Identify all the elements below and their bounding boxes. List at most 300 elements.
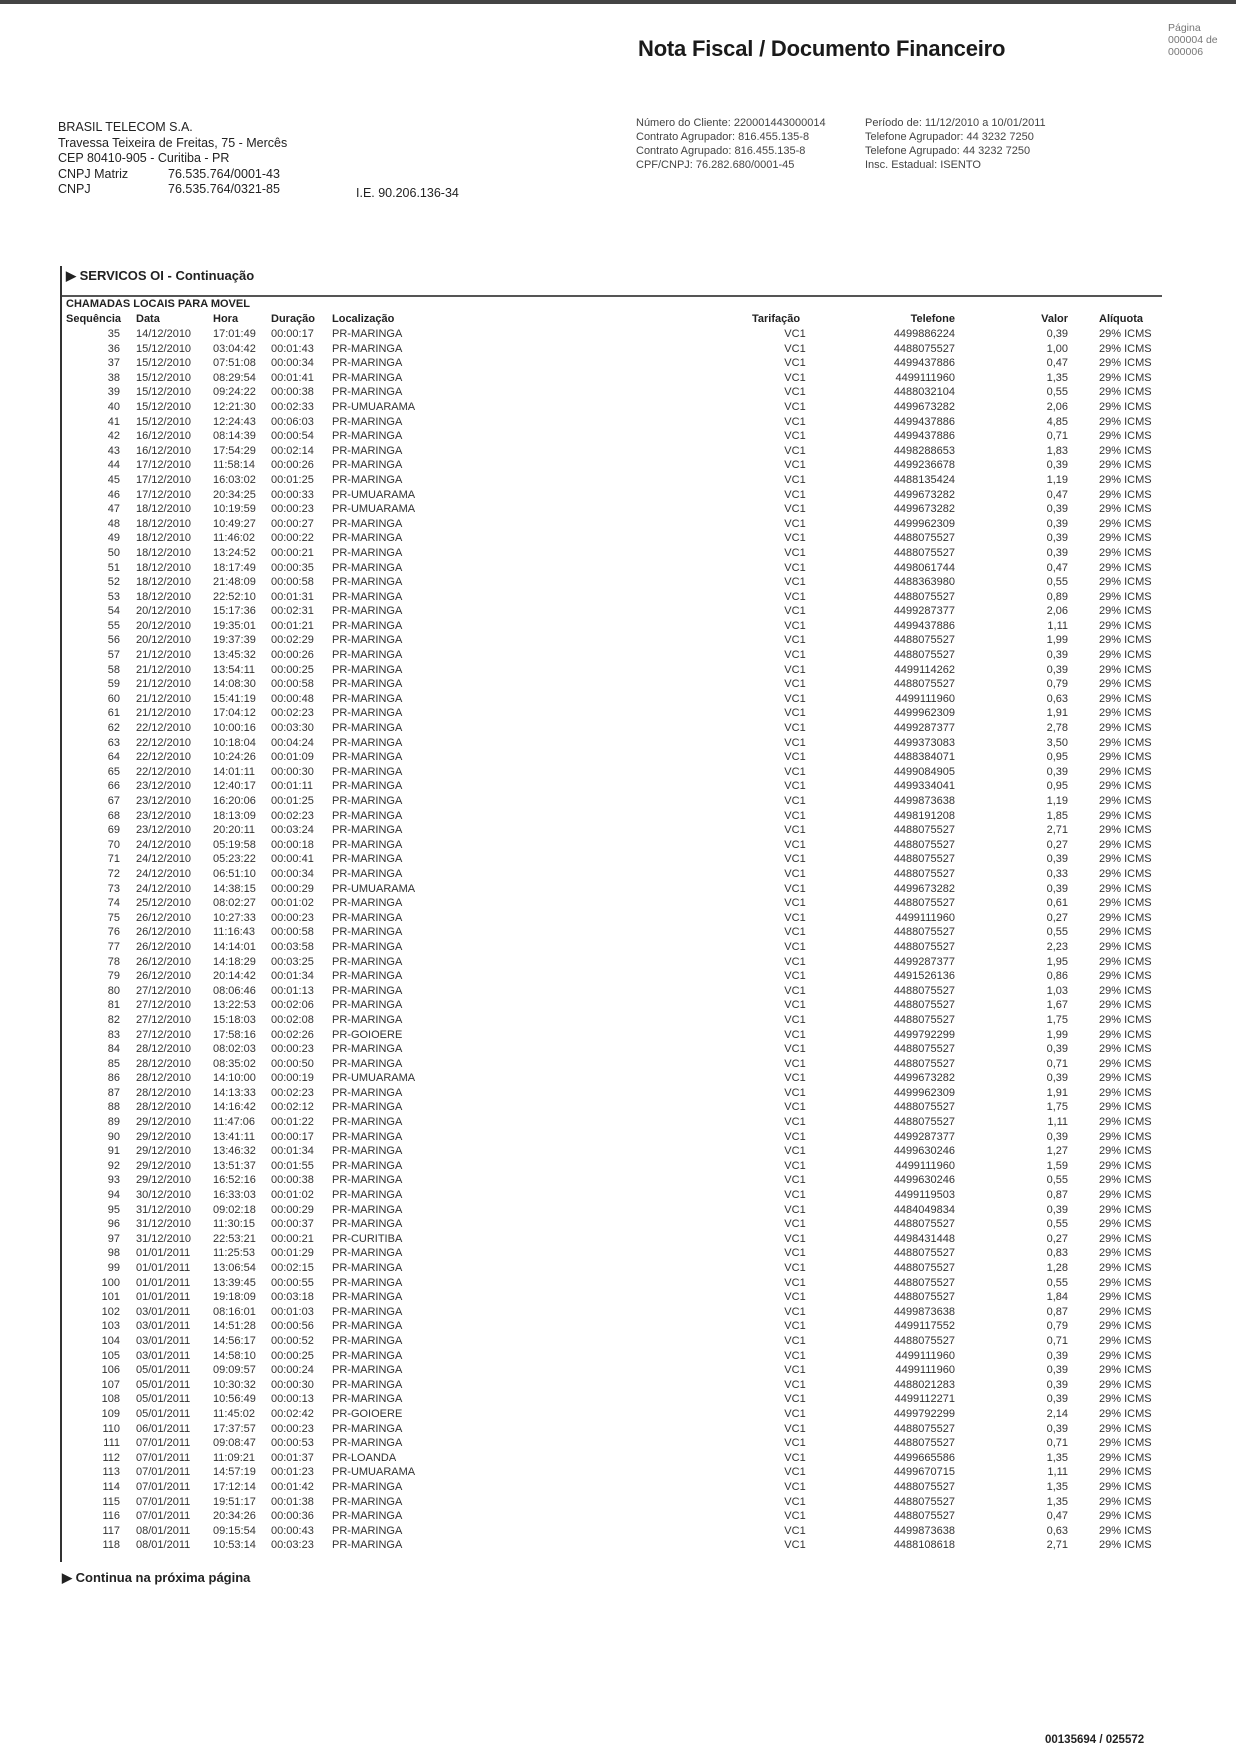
cell-hora: 19:51:17 [213, 1495, 256, 1508]
col-hora: Hora [213, 313, 239, 325]
cell-valor: 4,85 [1046, 415, 1068, 428]
cell-aliquota: 29% ICMS [1099, 1407, 1152, 1420]
cell-valor: 0,27 [1046, 911, 1068, 924]
col-sequencia: Sequência [66, 313, 122, 325]
cell-valor: 0,39 [1046, 1072, 1068, 1085]
cell-valor: 0,95 [1046, 780, 1068, 793]
cell-valor: 0,63 [1046, 692, 1068, 705]
cpf-cnpj: CPF/CNPJ: 76.282.680/0001-45 [636, 159, 795, 171]
cell-hora: 11:46:02 [213, 532, 256, 545]
cell-sequencia: 76 [107, 926, 120, 939]
table-row [0, 1204, 1236, 1219]
cell-telefone: 4488075527 [893, 532, 955, 545]
cell-telefone: 4499437886 [893, 415, 955, 428]
cell-valor: 0,47 [1046, 488, 1068, 501]
cell-duracao: 00:00:53 [271, 1437, 314, 1450]
company-street: Travessa Teixeira de Freitas, 75 - Mercês [58, 135, 288, 150]
cell-telefone: 4488075527 [893, 1480, 955, 1493]
cell-data: 18/12/2010 [136, 503, 192, 516]
cell-aliquota: 29% ICMS [1099, 1291, 1152, 1304]
cell-valor: 0,71 [1046, 1057, 1068, 1070]
cell-telefone: 4499111960 [895, 1159, 955, 1172]
cell-telefone: 4499373083 [893, 736, 955, 749]
cell-hora: 10:18:04 [213, 736, 256, 749]
table-row [0, 1306, 1236, 1321]
cell-localizacao: PR-UMUARAMA [332, 1072, 416, 1085]
cell-tarifacao: VC1 [784, 1539, 806, 1552]
cell-localizacao: PR-MARINGA [332, 605, 403, 618]
cell-tarifacao: VC1 [784, 1203, 806, 1216]
cell-hora: 10:56:49 [213, 1393, 256, 1406]
cell-sequencia: 115 [102, 1495, 120, 1508]
cell-duracao: 00:00:34 [271, 357, 314, 370]
cell-data: 18/12/2010 [136, 546, 192, 559]
cell-data: 07/01/2011 [136, 1495, 191, 1508]
cell-tarifacao: VC1 [784, 415, 806, 428]
cell-valor: 0,39 [1046, 459, 1068, 472]
cell-sequencia: 96 [107, 1218, 120, 1231]
cell-localizacao: PR-MARINGA [332, 1334, 403, 1347]
cell-aliquota: 29% ICMS [1099, 1174, 1152, 1187]
cell-hora: 17:04:12 [213, 707, 256, 720]
table-row [0, 926, 1236, 941]
cell-data: 22/12/2010 [136, 722, 192, 735]
cell-data: 18/12/2010 [136, 517, 192, 530]
cell-sequencia: 101 [101, 1291, 120, 1304]
cell-localizacao: PR-MARINGA [332, 1203, 403, 1216]
cell-hora: 11:09:21 [213, 1451, 256, 1464]
cell-sequencia: 86 [107, 1072, 120, 1085]
table-row [0, 474, 1236, 489]
cell-localizacao: PR-MARINGA [332, 1393, 403, 1406]
cell-valor: 0,55 [1046, 1174, 1068, 1187]
cell-localizacao: PR-MARINGA [332, 853, 403, 866]
cell-sequencia: 61 [107, 707, 120, 720]
cell-aliquota: 29% ICMS [1099, 1043, 1152, 1056]
cell-valor: 1,59 [1046, 1159, 1068, 1172]
cell-sequencia: 95 [107, 1203, 120, 1216]
cell-data: 29/12/2010 [136, 1145, 192, 1158]
cell-tarifacao: VC1 [784, 678, 806, 691]
table-row [0, 1423, 1236, 1438]
cell-tarifacao: VC1 [784, 1101, 806, 1114]
cell-sequencia: 118 [102, 1539, 120, 1552]
cell-aliquota: 29% ICMS [1099, 1349, 1152, 1362]
cell-valor: 0,39 [1046, 1203, 1068, 1216]
cell-tarifacao: VC1 [784, 400, 806, 413]
cell-aliquota: 29% ICMS [1099, 488, 1152, 501]
cell-telefone: 4499665586 [893, 1451, 955, 1464]
table-row [0, 401, 1236, 416]
cell-duracao: 00:01:41 [271, 371, 314, 384]
cell-aliquota: 29% ICMS [1099, 357, 1152, 370]
cell-valor: 0,95 [1046, 751, 1068, 764]
cell-duracao: 00:00:58 [271, 576, 314, 589]
table-row [0, 722, 1236, 737]
cell-valor: 0,39 [1046, 517, 1068, 530]
table-row [0, 824, 1236, 839]
cell-hora: 11:16:43 [213, 926, 256, 939]
cell-data: 17/12/2010 [136, 459, 192, 472]
table-row [0, 1014, 1236, 1029]
cell-aliquota: 29% ICMS [1099, 1247, 1152, 1260]
cell-aliquota: 29% ICMS [1099, 1451, 1152, 1464]
cell-duracao: 00:01:22 [271, 1116, 314, 1129]
cell-hora: 18:17:49 [213, 561, 256, 574]
cell-duracao: 00:02:15 [271, 1262, 314, 1274]
cell-telefone: 4488075527 [893, 999, 955, 1012]
cell-telefone: 4499437886 [893, 430, 955, 443]
cell-duracao: 00:00:36 [271, 1510, 314, 1523]
cell-duracao: 00:06:03 [271, 415, 314, 428]
table-row [0, 634, 1236, 649]
table-row [0, 532, 1236, 547]
cell-aliquota: 29% ICMS [1099, 400, 1152, 413]
cell-sequencia: 38 [107, 371, 120, 384]
table-row [0, 1335, 1236, 1350]
cell-localizacao: PR-MARINGA [332, 984, 403, 997]
cell-tarifacao: VC1 [784, 503, 806, 516]
cell-tarifacao: VC1 [784, 1086, 806, 1099]
cell-aliquota: 29% ICMS [1099, 1116, 1152, 1129]
cell-telefone: 4499792299 [893, 1407, 955, 1420]
cell-duracao: 00:03:23 [271, 1539, 314, 1552]
cell-localizacao: PR-MARINGA [332, 765, 403, 778]
cell-duracao: 00:00:34 [271, 867, 314, 880]
cell-localizacao: PR-MARINGA [332, 415, 403, 428]
cell-hora: 13:41:11 [213, 1130, 256, 1143]
cell-aliquota: 29% ICMS [1099, 692, 1152, 705]
cell-localizacao: PR-MARINGA [332, 970, 403, 983]
cell-data: 17/12/2010 [136, 473, 192, 486]
table-row [0, 678, 1236, 693]
cell-aliquota: 29% ICMS [1099, 1393, 1152, 1406]
cell-telefone: 4488075527 [893, 1291, 955, 1304]
cell-sequencia: 65 [107, 765, 120, 778]
cell-data: 25/12/2010 [136, 897, 192, 910]
cell-sequencia: 69 [107, 824, 120, 837]
cell-sequencia: 99 [107, 1262, 120, 1274]
table-row [0, 1277, 1236, 1292]
cell-tarifacao: VC1 [784, 1159, 806, 1172]
cell-localizacao: PR-MARINGA [332, 1524, 403, 1537]
cell-hora: 08:14:39 [213, 430, 256, 443]
cell-duracao: 00:00:54 [271, 430, 314, 443]
cell-tarifacao: VC1 [784, 926, 806, 939]
cell-aliquota: 29% ICMS [1099, 1320, 1152, 1333]
cell-aliquota: 29% ICMS [1099, 736, 1152, 749]
cell-localizacao: PR-MARINGA [332, 546, 403, 559]
cell-valor: 3,50 [1046, 736, 1068, 749]
cell-data: 28/12/2010 [136, 1043, 192, 1056]
col-localizacao: Localização [332, 313, 395, 325]
cell-sequencia: 81 [107, 999, 120, 1012]
cell-duracao: 00:01:31 [271, 590, 314, 603]
cell-duracao: 00:00:52 [271, 1334, 314, 1347]
cell-localizacao: PR-MARINGA [332, 444, 403, 457]
cell-hora: 13:54:11 [213, 663, 256, 676]
table-row [0, 1116, 1236, 1131]
cell-sequencia: 75 [107, 911, 120, 924]
cell-sequencia: 60 [107, 692, 120, 705]
cell-duracao: 00:01:02 [271, 897, 314, 910]
cell-hora: 17:54:29 [213, 444, 256, 457]
cell-data: 24/12/2010 [136, 838, 192, 851]
cell-duracao: 00:00:27 [271, 517, 314, 530]
cell-sequencia: 56 [107, 634, 120, 647]
cell-telefone: 4499673282 [893, 1072, 955, 1085]
cell-aliquota: 29% ICMS [1099, 386, 1152, 399]
cell-sequencia: 77 [107, 940, 120, 953]
cell-sequencia: 79 [107, 970, 120, 983]
cell-sequencia: 110 [102, 1422, 120, 1435]
cell-hora: 09:09:57 [213, 1364, 256, 1377]
cell-valor: 0,83 [1046, 1247, 1068, 1260]
cell-localizacao: PR-MARINGA [332, 459, 403, 472]
cell-aliquota: 29% ICMS [1099, 1232, 1152, 1245]
cell-duracao: 00:01:34 [271, 1145, 314, 1158]
page-of: 000004 de [1168, 34, 1218, 46]
cell-aliquota: 29% ICMS [1099, 1437, 1152, 1450]
cell-aliquota: 29% ICMS [1099, 1378, 1152, 1391]
cell-data: 27/12/2010 [136, 999, 192, 1012]
cell-sequencia: 90 [107, 1130, 120, 1143]
cell-tarifacao: VC1 [784, 430, 806, 443]
cell-localizacao: PR-MARINGA [332, 1130, 403, 1143]
cell-tarifacao: VC1 [784, 897, 806, 910]
table-row [0, 445, 1236, 460]
table-row [0, 605, 1236, 620]
cell-data: 30/12/2010 [136, 1189, 192, 1202]
cell-aliquota: 29% ICMS [1099, 473, 1152, 486]
table-row [0, 1539, 1236, 1554]
cell-aliquota: 29% ICMS [1099, 415, 1152, 428]
table-row [0, 343, 1236, 358]
cell-hora: 09:08:47 [213, 1437, 256, 1450]
cell-telefone: 4488075527 [893, 634, 955, 647]
cell-hora: 14:14:01 [213, 940, 256, 953]
cell-duracao: 00:02:29 [271, 634, 314, 647]
cell-sequencia: 39 [107, 386, 120, 399]
cell-data: 24/12/2010 [136, 853, 192, 866]
cell-tarifacao: VC1 [784, 1262, 806, 1274]
cell-telefone: 4499962309 [893, 517, 955, 530]
cell-sequencia: 106 [101, 1364, 120, 1377]
cell-data: 03/01/2011 [136, 1305, 191, 1318]
cell-aliquota: 29% ICMS [1099, 590, 1152, 603]
cell-valor: 2,14 [1046, 1407, 1068, 1420]
cell-sequencia: 35 [107, 328, 120, 340]
cell-hora: 10:53:14 [213, 1539, 256, 1552]
cell-valor: 1,75 [1046, 1101, 1068, 1114]
cell-hora: 13:39:45 [213, 1276, 256, 1289]
scan-top-border [0, 0, 1236, 4]
cell-tarifacao: VC1 [784, 576, 806, 589]
cell-tarifacao: VC1 [784, 707, 806, 720]
cell-duracao: 00:00:21 [271, 546, 314, 559]
cell-duracao: 00:00:58 [271, 926, 314, 939]
cell-tarifacao: VC1 [784, 882, 806, 895]
cell-sequencia: 109 [101, 1407, 120, 1420]
cell-aliquota: 29% ICMS [1099, 984, 1152, 997]
cell-valor: 0,55 [1046, 926, 1068, 939]
cell-valor: 1,35 [1046, 1495, 1068, 1508]
cell-valor: 1,03 [1046, 984, 1068, 997]
cell-telefone: 4488075527 [893, 897, 955, 910]
cell-aliquota: 29% ICMS [1099, 795, 1152, 807]
cell-data: 23/12/2010 [136, 780, 192, 793]
cell-valor: 2,06 [1046, 400, 1068, 413]
cell-data: 07/01/2011 [136, 1451, 191, 1464]
cell-telefone: 4499111960 [895, 1364, 955, 1377]
cell-duracao: 00:02:14 [271, 444, 314, 457]
cell-telefone: 4499287377 [893, 605, 955, 618]
cell-data: 03/01/2011 [136, 1320, 191, 1333]
cell-duracao: 00:00:25 [271, 663, 314, 676]
cell-localizacao: PR-MARINGA [332, 1349, 403, 1362]
cell-sequencia: 68 [107, 809, 120, 822]
cell-localizacao: PR-MARINGA [332, 1262, 403, 1274]
table-row [0, 489, 1236, 504]
cell-aliquota: 29% ICMS [1099, 911, 1152, 924]
cell-sequencia: 50 [107, 546, 120, 559]
cell-hora: 20:14:42 [213, 970, 256, 983]
cell-tarifacao: VC1 [784, 1437, 806, 1450]
cell-telefone: 4499673282 [893, 400, 955, 413]
cell-sequencia: 84 [107, 1043, 120, 1056]
cell-tarifacao: VC1 [784, 1028, 806, 1041]
cell-hora: 20:34:25 [213, 488, 256, 501]
cell-hora: 14:18:29 [213, 955, 256, 968]
cell-sequencia: 113 [102, 1466, 120, 1479]
cell-data: 26/12/2010 [136, 911, 192, 924]
cell-sequencia: 92 [107, 1159, 120, 1172]
cell-localizacao: PR-MARINGA [332, 1145, 403, 1158]
cell-tarifacao: VC1 [784, 692, 806, 705]
cell-sequencia: 49 [107, 532, 120, 545]
cell-duracao: 00:02:26 [271, 1028, 314, 1041]
cell-aliquota: 29% ICMS [1099, 999, 1152, 1012]
cell-telefone: 4491526136 [893, 970, 955, 983]
cell-tarifacao: VC1 [784, 765, 806, 778]
cell-aliquota: 29% ICMS [1099, 1218, 1152, 1231]
table-row [0, 576, 1236, 591]
cell-hora: 19:35:01 [213, 619, 256, 632]
cell-sequencia: 42 [107, 430, 120, 443]
cell-duracao: 00:00:48 [271, 692, 314, 705]
cell-duracao: 00:00:21 [271, 1232, 314, 1245]
cell-tarifacao: VC1 [784, 1320, 806, 1333]
cell-aliquota: 29% ICMS [1099, 649, 1152, 662]
cell-aliquota: 29% ICMS [1099, 634, 1152, 647]
cell-aliquota: 29% ICMS [1099, 970, 1152, 983]
cell-duracao: 00:01:34 [271, 970, 314, 983]
cell-aliquota: 29% ICMS [1099, 780, 1152, 793]
subsection-title: CHAMADAS LOCAIS PARA MOVEL [66, 298, 250, 310]
inscricao-estadual: I.E. 90.206.136-34 [356, 186, 459, 200]
cell-tarifacao: VC1 [784, 1232, 806, 1245]
cell-data: 15/12/2010 [136, 371, 192, 384]
cell-duracao: 00:00:23 [271, 1422, 314, 1435]
cell-valor: 0,79 [1046, 1320, 1068, 1333]
cell-valor: 0,89 [1046, 590, 1068, 603]
cell-data: 08/01/2011 [136, 1524, 191, 1537]
cell-hora: 14:56:17 [213, 1334, 256, 1347]
cell-tarifacao: VC1 [784, 386, 806, 399]
cell-tarifacao: VC1 [784, 473, 806, 486]
cell-valor: 1,91 [1046, 707, 1068, 720]
cell-duracao: 00:00:26 [271, 649, 314, 662]
cell-duracao: 00:03:58 [271, 940, 314, 953]
cell-valor: 0,39 [1046, 503, 1068, 516]
cell-valor: 2,23 [1046, 940, 1068, 953]
cell-telefone: 4488384071 [893, 751, 955, 764]
cell-telefone: 4488075527 [893, 546, 955, 559]
table-row [0, 1437, 1236, 1452]
cell-telefone: 4499236678 [893, 459, 955, 472]
cell-valor: 1,00 [1046, 342, 1068, 355]
cell-tarifacao: VC1 [784, 824, 806, 837]
cell-telefone: 4488075527 [893, 1013, 955, 1026]
cell-data: 21/12/2010 [136, 678, 192, 691]
cell-valor: 0,55 [1046, 1218, 1068, 1231]
cell-duracao: 00:00:37 [271, 1218, 314, 1231]
cell-tarifacao: VC1 [784, 955, 806, 968]
cell-hora: 22:53:21 [213, 1232, 256, 1245]
cell-hora: 20:20:11 [213, 824, 256, 837]
table-row [0, 591, 1236, 606]
continue-note [62, 1570, 250, 1586]
cell-aliquota: 29% ICMS [1099, 1480, 1152, 1493]
cell-localizacao: PR-MARINGA [332, 999, 403, 1012]
cell-localizacao: PR-MARINGA [332, 328, 403, 340]
cell-data: 21/12/2010 [136, 707, 192, 720]
cell-localizacao: PR-MARINGA [332, 1320, 403, 1333]
cell-data: 29/12/2010 [136, 1130, 192, 1143]
cell-valor: 1,27 [1046, 1145, 1068, 1158]
table-row [0, 1131, 1236, 1146]
cell-tarifacao: VC1 [784, 561, 806, 574]
cell-hora: 16:33:03 [213, 1189, 256, 1202]
cell-tarifacao: VC1 [784, 795, 806, 807]
cell-telefone: 4498191208 [893, 809, 955, 822]
cell-hora: 22:52:10 [213, 590, 256, 603]
cell-valor: 0,61 [1046, 897, 1068, 910]
cell-tarifacao: VC1 [784, 1451, 806, 1464]
cell-telefone: 4484049834 [893, 1203, 955, 1216]
page-label: Página [1168, 22, 1201, 34]
client-number: Número do Cliente: 220001443000014 [636, 117, 826, 129]
cell-valor: 0,71 [1046, 430, 1068, 443]
table-row [0, 707, 1236, 722]
table-row [0, 1262, 1236, 1277]
cell-sequencia: 66 [107, 780, 120, 793]
cell-valor: 1,75 [1046, 1013, 1068, 1026]
cell-aliquota: 29% ICMS [1099, 328, 1152, 340]
cell-hora: 11:45:02 [213, 1407, 256, 1420]
table-row [0, 839, 1236, 854]
cell-sequencia: 94 [107, 1189, 120, 1202]
cell-sequencia: 46 [107, 488, 120, 501]
cell-tarifacao: VC1 [784, 1480, 806, 1493]
cell-data: 16/12/2010 [136, 444, 192, 457]
cell-localizacao: PR-MARINGA [332, 1437, 403, 1450]
cell-data: 01/01/2011 [136, 1291, 191, 1304]
cell-duracao: 00:00:56 [271, 1320, 314, 1333]
cell-duracao: 00:01:55 [271, 1159, 314, 1172]
cell-data: 07/01/2011 [136, 1480, 191, 1493]
cell-valor: 1,99 [1046, 1028, 1068, 1041]
